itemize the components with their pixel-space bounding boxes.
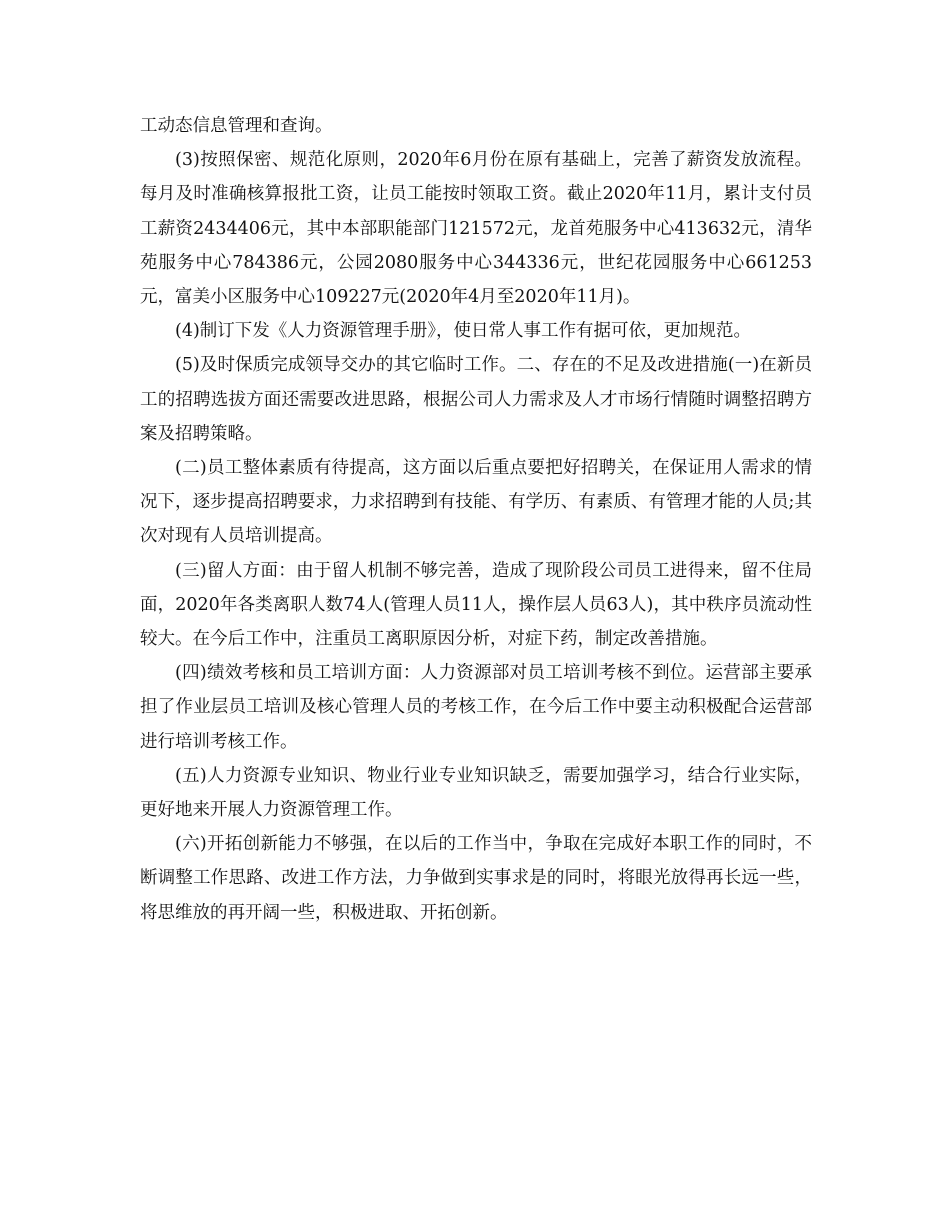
paragraph-hr-manual: (4)制订下发《人力资源管理手册》，使日常人事工作有据可依，更加规范。 (175, 321, 752, 342)
paragraph-staff-quality: (二)员工整体素质有待提高，这方面以后重点要把好招聘关，在保证用人需求的情况下，逐步提高招聘要求，力求招聘到有技能、有学历、有素质、有管理才能的人员;其次对现有人员培训提高。 (140, 458, 812, 547)
paragraph-temporary-work: (5)及时保质完成领导交办的其它临时工作。二、存在的不足及改进措施(一)在新员工的招聘选拔方面还需要改进思路，根据公司人力需求及人才市场行情随时调整招聘方案及招聘策略。 (140, 355, 812, 444)
paragraph-retention: (三)留人方面：由于留人机制不够完善，造成了现阶段公司员工进得来，留不住局面，2020年各类离职人数74人(管理人员11人，操作层人员63人)，其中秩序员流动性较大。在今后工作中，注重员工离职原因分析，对症下药，制定改善措施。 (140, 560, 812, 650)
paragraph-professional-knowledge: (五)人力资源专业知识、物业行业专业知识缺乏，需要加强学习，结合行业实际，更好地来开展人力资源管理工作。 (140, 765, 812, 821)
paragraph-payroll: (3)按照保密、规范化原则，2020年6月份在原有基础上，完善了薪资发放流程。每月及时准确核算报批工资，让员工能按时领取工资。截止2020年11月，累计支付员工薪资2434406元，其中本部职能部门121572元，龙首苑服务中心413632元，清华苑服务中心784386元，公园2080服务中心344336元，世纪花园服务中心661253元，富美小区服务中心109227元(2020年4月至2020年11月)。 (140, 150, 812, 308)
paragraph-performance-training: (四)绩效考核和员工培训方面：人力资源部对员工培训考核不到位。运营部主要承担了作业层员工培训及核心管理人员的考核工作，在今后工作中要主动积极配合运营部进行培训考核工作。 (140, 663, 812, 752)
document-body (140, 109, 812, 930)
paragraph-continued: 工动态信息管理和查询。 (140, 116, 333, 136)
paragraph-innovation: (六)开拓创新能力不够强，在以后的工作当中，争取在完成好本职工作的同时，不断调整工作思路、改进工作方法，力争做到实事求是的同时，将眼光放得再长远一些，将思维放的再开阔一些，积极进取、开拓创新。 (140, 834, 812, 923)
